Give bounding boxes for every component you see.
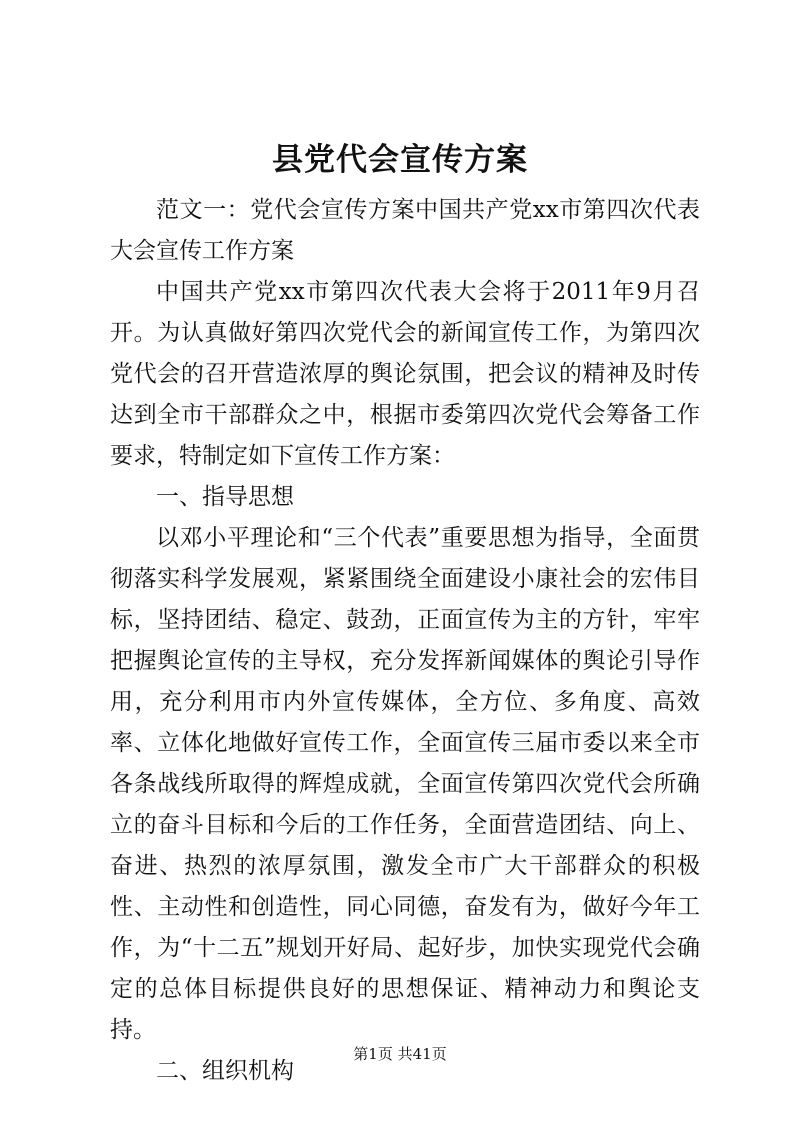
document-title: 县党代会宣传方案 [272,142,528,178]
page-number-footer: 第1页 共41页 [353,1045,447,1063]
guiding-ideology-paragraph: 以邓小平理论和“三个代表”重要思想为指导，全面贯彻落实科学发展观，紧紧围绕全面建设小康社会的宏伟目标，坚持团结、稳定、鼓劲，正面宣传为主的方针，牢牢把握舆论宣传的主导权，充分发挥新闻媒体的舆论引导作用，充分利用市内外宣传媒体，全方位、多角度、高效率、立体化地做好宣传工作，全面宣传三届市委以来全市各条战线所取得的辉煌成就，全面宣传第四次党代会所确立的奋斗目标和今后的工作任务，全面营造团结、向上、奋进、热烈的浓厚氛围，激发全市广大干部群众的积极性、主动性和创造性，同心同德，奋发有为，做好今年工作，为“十二五”规划开好局、起好步，加快实现党代会确定的总体目标提供良好的思想保证、精神动力和舆论支持。 [110,525,700,1043]
section-heading-guiding-ideology: 一、指导思想 [156,484,294,510]
section-heading-organization: 二、组织机构 [156,1058,294,1084]
document-body [110,190,700,1092]
purpose-paragraph: 中国共产党xx市第四次代表大会将于2011年9月召开。为认真做好第四次党代会的新闻宣传工作，为第四次党代会的召开营造浓厚的舆论氛围，把会议的精神及时传达到全市干部群众之中，根据市委第四次党代会筹备工作要求，特制定如下宣传工作方案： [110,279,700,469]
intro-paragraph: 范文一：党代会宣传方案中国共产党xx市第四次代表大会宣传工作方案 [110,197,700,264]
